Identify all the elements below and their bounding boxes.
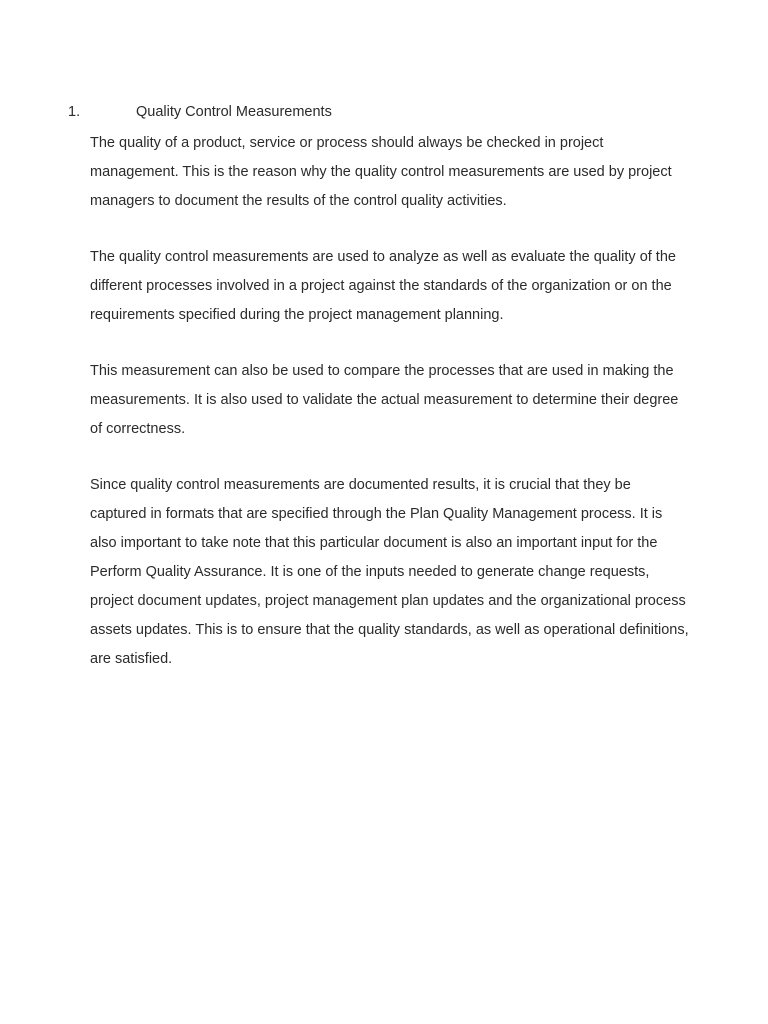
- paragraph-1: The quality of a product, service or process should always be checked in project management. This is the reason why the quality control measurements are used by project managers to document the results of the control quality activities.: [90, 135, 672, 209]
- paragraph-4: Since quality control measurements are documented results, it is crucial that they be captured in formats that are specified through the Plan Quality Management process. It is also important to take note that this particular document is also an important input for the Perform Quality Assurance. It is one of the inputs needed to generate change requests, project document updates, project management plan updates and the organizational process assets updates. This is to ensure that the quality standards, as well as operational definitions, are satisfied.: [90, 477, 689, 667]
- section-title: Quality Control Measurements: [136, 104, 332, 120]
- paragraph-3: This measurement can also be used to compare the processes that are used in making the measurements. It is also used to validate the actual measurement to determine their degree of correctness.: [90, 363, 679, 437]
- body-text: [90, 129, 690, 701]
- section-heading: [68, 102, 332, 122]
- paragraph-2: The quality control measurements are used to analyze as well as evaluate the quality of the different processes involved in a project against the standards of the organization or on the requirements specified during the project management planning.: [90, 249, 676, 323]
- section-number: 1.: [68, 104, 81, 120]
